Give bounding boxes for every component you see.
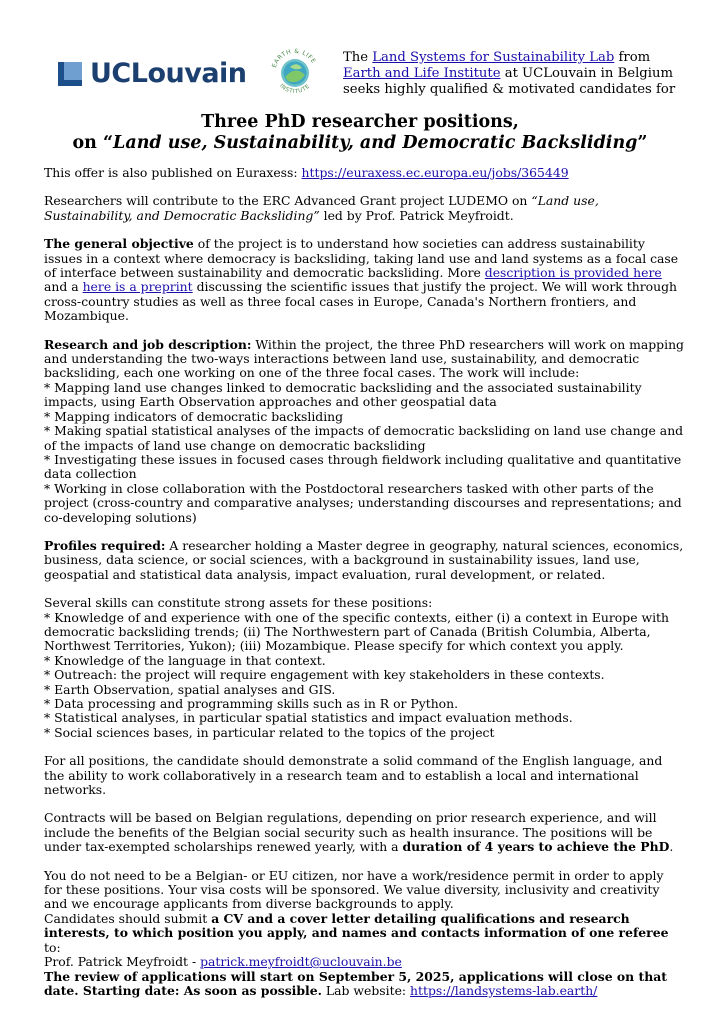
uclouvain-logo [58,58,247,89]
review-dates: The review of applications will start on September 5, 2025, applications will close on that date. Starting date: As soon as possible. [44,968,667,998]
research-item: * Working in close collaboration with the Postdoctoral researchers tasked with other parts of the project (cross-country and comparative analyses; understanding discourses and representations; and co-developing solutions) [44,480,682,525]
contact-email-link[interactable]: patrick.meyfroidt@uclouvain.be [200,954,402,970]
research-heading: Research and job description: [44,336,252,352]
svg-text:INSTITUTE: INSTITUTE [278,83,312,96]
title-suffix: ” [637,133,648,153]
title-line-2 [0,133,720,154]
skills-item: * Knowledge of and experience with one of the specific contexts, either (i) a context in Europe with democratic backsliding trends; (ii) The Northwestern part of Canada (British Columbia, Alberta, Northwest Territories, Yukon); (iii) Mozambique. Please specify for which context you apply. [44,609,670,654]
intro-from: from [614,50,651,65]
eli-link[interactable]: Earth and Life Institute [343,66,501,81]
intro-end: seeks highly qualified & motivated candidates for [343,82,676,97]
apply-paragraph [44,912,684,955]
apply-end: to: [44,939,61,955]
page-title [0,112,720,154]
contracts-paragraph [44,811,684,854]
erc-text-1: Researchers will contribute to the ERC Advanced Grant project LUDEMO on [44,193,532,209]
erc-text-2: led by Prof. Patrick Meyfroidt. [319,207,514,223]
contracts-end: . [669,839,674,855]
profiles-paragraph [44,539,684,582]
svg-text:EARTH & LIFE: EARTH & LIFE [270,47,318,69]
research-paragraph [44,338,684,381]
skills-item: * Outreach: the project will require engagement with key stakeholders in these contexts. [44,667,605,683]
skills-item: * Earth Observation, spatial analyses and GIS. [44,681,336,697]
skills-item: * Statistical analyses, in particular spatial statistics and impact evaluation methods. [44,710,573,726]
profiles-heading: Profiles required: [44,537,166,553]
profiles-text: A researcher holding a Master degree in geography, natural sciences, economics, business, data science, or social sciences, with a background in sustainability issues, land use, geospatial and statistical data analysis, impact evaluation, rural development, or related. [44,537,684,582]
eligibility-paragraph: You do not need to be a Belgian- or EU citizen, nor have a work/residence permit in order to apply for these positions. Your visa costs will be sponsored. We value diversity, inclusivity and creativity and we encourage applicants from diverse backgrounds to apply. [44,867,664,912]
title-project-name: Land use, Sustainability, and Democratic Backsliding [113,133,638,153]
skills-item: * Data processing and programming skills such as in R or Python. [44,696,459,711]
objective-paragraph [44,237,684,323]
earth-life-institute-logo-icon [266,44,324,102]
uclouvain-logo-text: UCLouvain [90,58,247,89]
review-text: Lab website: [321,982,411,998]
research-text: Within the project, the three PhD researchers will work on mapping and understanding the two-ways interactions between land use, sustainability, and democratic backsliding, each one working on one of the three focal cases. The work will include: [44,336,684,381]
intro-text [343,50,703,98]
research-item: * Investigating these issues in focused cases through fieldwork including qualitative and quantitative data collection [44,451,682,482]
contracts-duration: duration of 4 years to achieve the PhD [402,839,670,855]
review-paragraph [44,970,684,999]
skills-item: * Social sciences bases, in particular related to the topics of the project [44,724,495,740]
document-body [44,166,684,998]
skills-item: * Knowledge of the language in that context. [44,652,326,668]
preprint-link[interactable]: here is a preprint [82,279,193,295]
uclouvain-mark-icon [58,62,82,86]
lab-link[interactable]: Land Systems for Sustainability Lab [372,50,615,65]
description-link[interactable]: description is provided here [484,265,662,281]
erc-paragraph [44,194,684,223]
objective-heading: The general objective [44,236,194,252]
research-item: * Mapping land use changes linked to democratic backsliding and the associated sustainability impacts, using Earth Observation approaches and other geospatial data [44,379,642,410]
apply-text: Candidates should submit [44,910,212,926]
contact-name: Prof. Patrick Meyfroidt - [44,954,201,970]
contact-line [44,955,684,969]
objective-text-1: of the project is to understand how societies can address sustainability issues in a context where democracy is backsliding, taking land use and land systems as a focal case of interface between sustainability and democratic backsliding. More [44,236,679,281]
intro-mid: at UCLouvain in Belgium [500,66,673,81]
objective-text-2: and a [44,279,83,295]
all-positions-paragraph: For all positions, the candidate should demonstrate a solid command of the English language, and the ability to work collaboratively in a research team and to establish a local and international networks. [44,753,663,798]
skills-intro: Several skills can constitute strong assets for these positions: [44,595,433,611]
euraxess-link[interactable]: https://euraxess.ec.europa.eu/jobs/365449 [301,165,569,180]
intro-the: The [343,50,373,65]
title-line-1: Three PhD researcher positions, [201,112,519,132]
lab-website-link[interactable]: https://landsystems-lab.earth/ [410,982,598,998]
title-prefix: on “ [72,133,114,153]
euraxess-text: This offer is also published on Euraxess: [44,165,302,180]
euraxess-paragraph [44,166,684,180]
header [0,44,720,102]
research-item: * Mapping indicators of democratic backsliding [44,408,344,424]
contracts-text: Contracts will be based on Belgian regulations, depending on prior research experience, and will include the benefits of the Belgian social security such as health insurance. The positions will be under tax-exempted scholarships renewed yearly, with a [44,810,657,855]
apply-requirements: a CV and a cover letter detailing qualifications and research interests, to which position you apply, and names and contacts information of one referee [44,910,669,941]
erc-project-title: “Land use, Sustainability, and Democratic Backsliding” [44,193,599,223]
research-item: * Making spatial statistical analyses of the impacts of democratic backsliding on land use change and of the impacts of land use change on democratic backsliding [44,423,684,453]
objective-text-3: discussing the scientific issues that justify the project. We will work through cross-country studies as well as three focal cases in Europe, Canada's Northern frontiers, and Mozambique. [44,279,677,324]
